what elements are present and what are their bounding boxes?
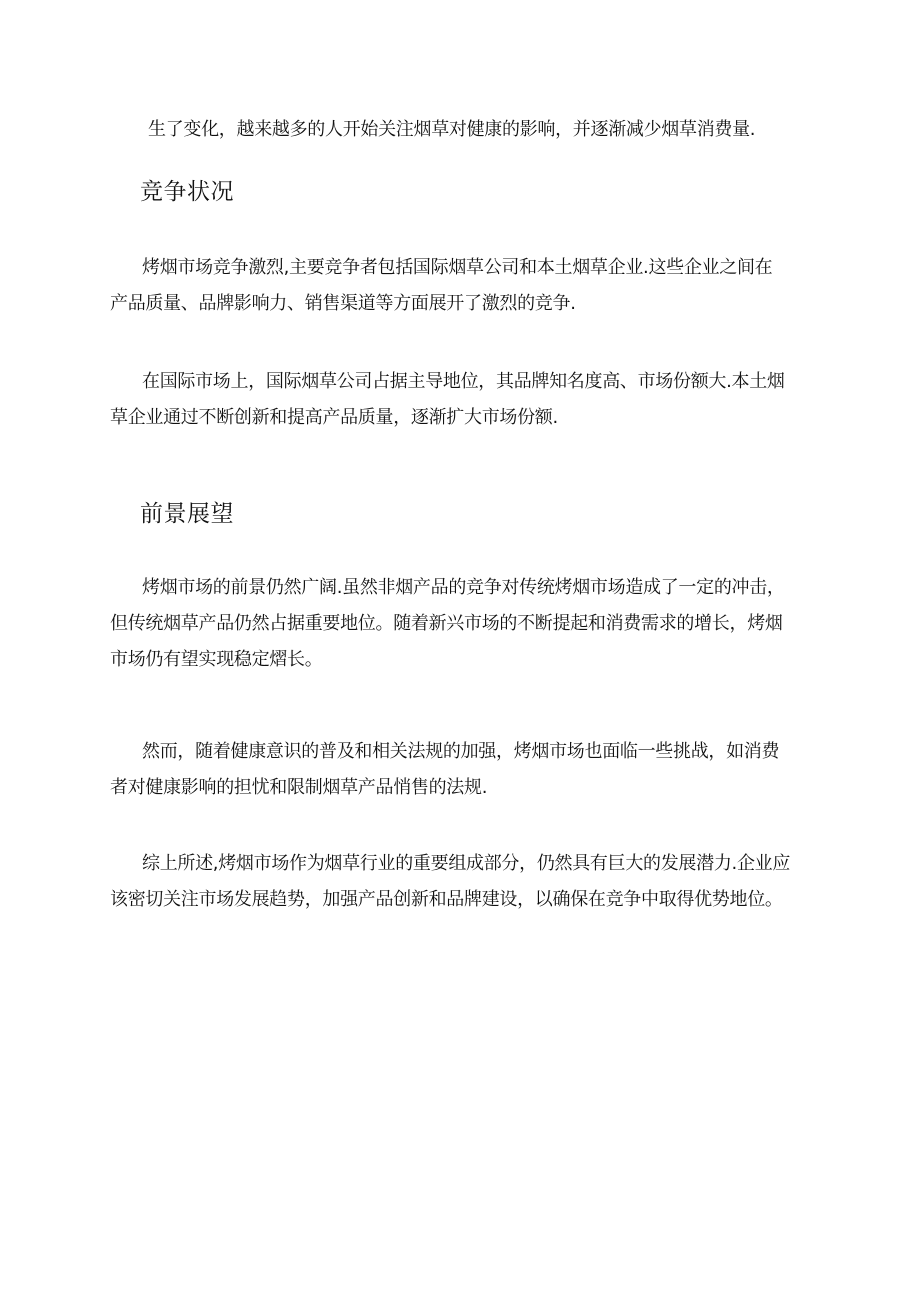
outlook-paragraph-2 xyxy=(110,734,822,806)
competition-paragraph-2 xyxy=(110,364,822,436)
outlook-paragraph-3 xyxy=(110,846,822,918)
continuation-paragraph xyxy=(110,112,822,148)
paragraph-line: 综上所述,烤烟市场作为烟草行业的重要组成部分，仍然具有巨大的发展潜力.企业应 xyxy=(142,853,791,874)
paragraph-line: 该密切关注市场发展趋势，加强产品创新和品牌建设，以确保在竞争中取得优势地位。 xyxy=(110,889,783,910)
competition-paragraph-1 xyxy=(110,250,822,322)
section-heading-competition: 竞争状况 xyxy=(140,179,234,205)
paragraph-line: 市场仍有望实现稳定熠长。 xyxy=(110,649,323,670)
paragraph-line: 者对健康影响的担忧和限制烟草产品悄售的法规. xyxy=(110,777,488,798)
paragraph-line: 在国际市场上，国际烟草公司占据主导地位，其品牌知名度高、市场份额大.本土烟 xyxy=(142,371,785,392)
paragraph-line: 草企业通过不断创新和提高产品质量，逐渐扩大市场份额. xyxy=(110,407,558,428)
paragraph-line: 但传统烟草产品仍然占据重要地位。随着新兴市场的不断提起和消费需求的增长，烤烟 xyxy=(110,613,783,634)
paragraph-line: 烤烟市场竞争激烈,主要竞争者包括国际烟草公司和本土烟草企业.这些企业之间在 xyxy=(142,257,773,278)
section-heading-outlook: 前景展望 xyxy=(140,501,234,527)
paragraph-line: 烤烟市场的前景仍然广阔.虽然非烟产品的竞争对传统烤烟市场造成了一定的冲击， xyxy=(142,577,785,598)
paragraph-line: 然而，随着健康意识的普及和相关法规的加强，烤烟市场也面临一些挑战，如消费 xyxy=(142,741,780,762)
paragraph-line: 产品质量、品牌影响力、销售渠道等方面展开了激烈的竞争. xyxy=(110,293,576,314)
paragraph-line: 生了变化，越来越多的人开始关注烟草对健康的影响，并逐渐减少烟草消费量. xyxy=(148,119,756,140)
outlook-paragraph-1 xyxy=(110,570,822,678)
